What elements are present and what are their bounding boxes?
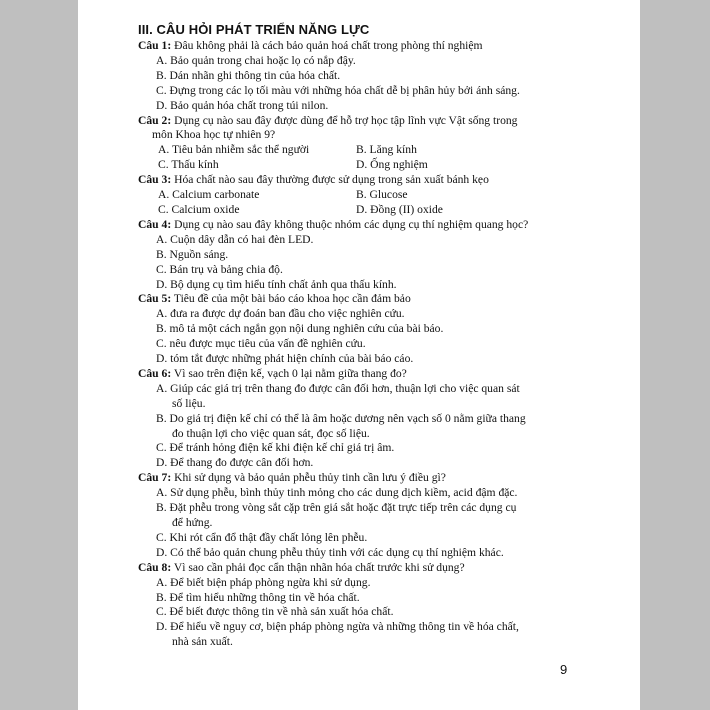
option-d: D. Có thể bảo quản chung phễu thủy tinh với các dụng cụ thí nghiệm khác.: [156, 545, 504, 559]
question-label: Câu 5:: [138, 292, 172, 306]
question-6-text: Câu 6: Vì sao trên điện kế, vạch 0 lại nằm giữa thang đo?: [138, 366, 407, 380]
option-c: C. Để biết được thông tin về nhà sản xuất hóa chất.: [156, 605, 394, 619]
option-b: B. Do giá trị điện kế chỉ có thể là âm hoặc dương nên vạch số 0 nằm giữa thang đo thuận lợi cho việc quan sát, đọc số liệu.: [156, 411, 526, 440]
question-7: [138, 471, 578, 560]
question-4-text: Câu 4: Dụng cụ nào sau đây không thuộc nhóm các dụng cụ thí nghiệm quang học?: [138, 217, 529, 231]
option-c: C. Thấu kính: [158, 158, 219, 172]
right-margin-bar: [640, 0, 710, 710]
option-d: D. Ống nghiệm: [356, 158, 428, 172]
question-8: [138, 561, 578, 650]
option-d: D. Bảo quản hóa chất trong túi nilon.: [156, 98, 329, 112]
page-number: 9: [560, 662, 568, 677]
question-label: Câu 1:: [138, 39, 172, 52]
question-8-text: Câu 8: Vì sao cần phải đọc cẩn thận nhãn hóa chất trước khi sử dụng?: [138, 560, 465, 574]
document-content: [138, 22, 578, 650]
option-a: A. Giúp các giá trị trên thang đo được cân đối hơn, thuận lợi cho việc quan sát số liệu.: [156, 381, 520, 410]
option-a: A. Calcium carbonate: [158, 188, 260, 202]
option-b: B. Lăng kính: [356, 143, 417, 157]
question-3-text: Câu 3: Hóa chất nào sau đây thường được sử dụng trong sản xuất bánh kẹo: [138, 173, 489, 187]
option-c: C. nêu được mục tiêu của vấn đề nghiên cứu.: [156, 337, 366, 351]
question-1: [138, 39, 578, 114]
option-c: C. Để tránh hỏng điện kế khi điện kế chỉ giá trị âm.: [156, 441, 395, 455]
option-c: C. Calcium oxide: [158, 202, 240, 216]
option-row: [138, 158, 578, 173]
option-c: C. Khi rót cẩn đổ thật đầy chất lỏng lên phễu.: [156, 530, 368, 544]
option-d: D. Để hiểu về nguy cơ, biện pháp phòng ngừa và những thông tin về hóa chất, nhà sản xuất.: [156, 620, 519, 649]
option-row: [138, 188, 578, 203]
question-3: [138, 173, 578, 218]
option-a: A. Tiêu bản nhiễm sắc thể người: [158, 143, 310, 157]
option-b: B. Glucose: [356, 188, 408, 202]
option-b: B. Để tìm hiểu những thông tin về hóa chất.: [156, 590, 360, 604]
option-b: B. mô tả một cách ngắn gọn nội dung nghiên cứu của bài báo.: [156, 322, 444, 336]
question-4: [138, 218, 578, 293]
option-c: C. Bán trụ và bảng chia độ.: [156, 262, 283, 276]
question-5-text: Câu 5: Tiêu đề của một bài báo cáo khoa học cần đảm bảo: [138, 292, 411, 306]
option-row: [138, 143, 578, 158]
option-b: B. Dán nhãn ghi thông tin của hóa chất.: [156, 68, 341, 82]
option-row: [138, 203, 578, 218]
question-2-text: Câu 2: Dụng cụ nào sau đây được dùng để hỗ trợ học tập lĩnh vực Vật sống trong: [138, 113, 518, 127]
option-d: D. Để thang đo được cân đối hơn.: [156, 456, 314, 470]
option-a: A. Để biết biện pháp phòng ngừa khi sử dụng.: [156, 575, 371, 589]
question-label: Câu 8:: [138, 560, 172, 574]
question-7-text: Câu 7: Khi sử dụng và bảo quản phễu thủy tinh cần lưu ý điều gì?: [138, 471, 446, 485]
option-d: D. Đồng (II) oxide: [356, 202, 443, 216]
question-label: Câu 2:: [138, 113, 172, 127]
option-a: A. Cuộn dây dẫn có hai đèn LED.: [156, 232, 314, 246]
option-b: B. Đặt phễu trong vòng sắt cặp trên giá sắt hoặc đặt trực tiếp trên các dụng cụ để hứng.: [156, 501, 517, 529]
question-6: [138, 367, 578, 471]
section-heading: III. CÂU HỎI PHÁT TRIỂN NĂNG LỰC: [138, 22, 370, 37]
question-label: Câu 4:: [138, 217, 172, 231]
option-d: D. tóm tắt được những phát hiện chính của bài báo cáo.: [156, 352, 414, 366]
question-label: Câu 7:: [138, 471, 172, 485]
option-a: A. Bảo quản trong chai hoặc lọ có nắp đậy.: [156, 53, 356, 67]
question-2: [138, 114, 578, 174]
left-margin-bar: [0, 0, 78, 710]
option-d: D. Bộ dụng cụ tìm hiểu tính chất ảnh qua thấu kính.: [156, 277, 397, 291]
option-c: C. Đựng trong các lọ tối màu với những hóa chất dễ bị phân hủy bởi ánh sáng.: [156, 83, 520, 97]
question-label: Câu 6:: [138, 366, 172, 380]
question-label: Câu 3:: [138, 173, 172, 187]
option-a: A. Sử dụng phễu, bình thủy tinh mỏng cho các dung dịch kiềm, acid đậm đặc.: [156, 486, 518, 500]
question-2-text-continued: môn Khoa học tự nhiên 9?: [152, 128, 276, 142]
option-a: A. đưa ra được dự đoán ban đầu cho việc nghiên cứu.: [156, 307, 405, 321]
question-1-text: Câu 1: Đâu không phải là cách bảo quản hoá chất trong phòng thí nghiệm: [138, 39, 483, 52]
question-5: [138, 292, 578, 367]
option-b: B. Nguồn sáng.: [156, 247, 229, 261]
